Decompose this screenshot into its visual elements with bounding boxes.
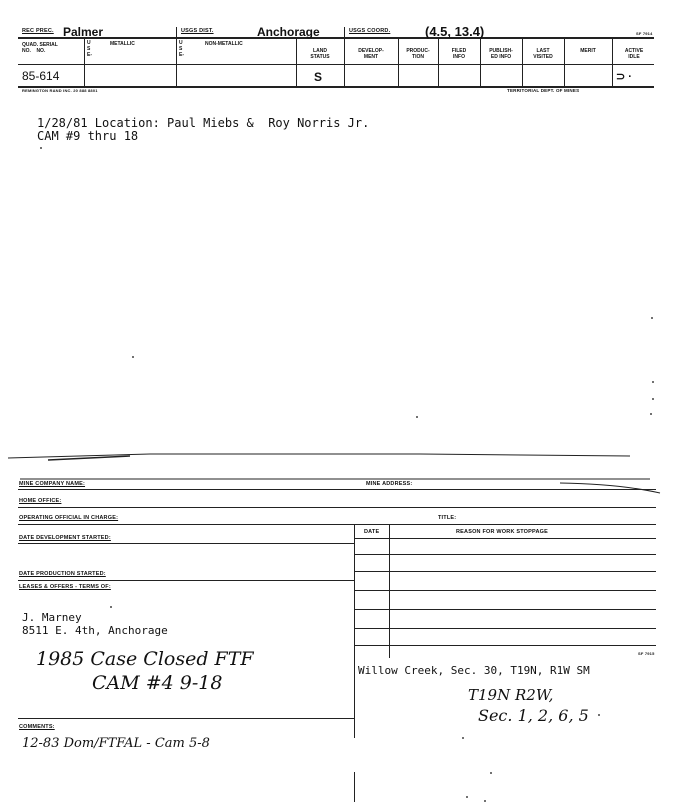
printer-label: REMINGTON RAND INC. 20 888 8801 (22, 88, 98, 93)
handwritten-township: T19N R2W, (468, 686, 554, 704)
leases-offers-label: LEASES & OFFERS - TERMS OF: (19, 584, 111, 590)
col-merit: MERIT (580, 48, 596, 54)
col-quad-serial: QUAD. SERIAL NO. NO. (22, 42, 58, 54)
location-typed: Willow Creek, Sec. 30, T19N, R1W SM (358, 664, 590, 677)
handwritten-case-closed: 1985 Case Closed FTF (36, 648, 254, 670)
date-production-label: DATE PRODUCTION STARTED: (19, 571, 106, 577)
reason-label: REASON FOR WORK STOPPAGE (456, 529, 548, 535)
col-nonmetallic: NON-METALLIC (205, 41, 243, 47)
note-line-2: CAM #9 thru 18 (37, 129, 139, 143)
form-number: SF 7914 (636, 31, 653, 36)
active-idle-mark: ⊃ · (616, 71, 632, 83)
usgs-dist-label: USGS DIST. (181, 28, 214, 34)
handwritten-sections: Sec. 1, 2, 6, 5 (478, 706, 589, 725)
col-metallic: METALLIC (110, 41, 135, 47)
col-last-visited: LAST VISITED (533, 48, 553, 60)
operating-official-label: OPERATING OFFICIAL IN CHARGE: (19, 515, 119, 521)
handwritten-cam: CAM #4 9-18 (92, 672, 223, 694)
title-label: TITLE: (438, 515, 457, 521)
card-top-edge (0, 448, 678, 498)
date-col-label: DATE (364, 529, 380, 535)
dept-label: TERRITORIAL DEPT. OF MINES (507, 88, 580, 93)
home-office-label: HOME OFFICE: (19, 498, 62, 504)
col-published-info: PUBLISH- ED INFO (489, 48, 513, 60)
comments-value: 12-83 Dom/FTFAL - Cam 5-8 (22, 736, 210, 751)
col-production: PRODUC- TION (406, 48, 430, 60)
mine-company-label: MINE COMPANY NAME: (19, 481, 86, 487)
date-development-label: DATE DEVELOPMENT STARTED: (19, 535, 111, 541)
rec-prec-value: Palmer (63, 25, 104, 39)
usgs-coord-label: USGS COORD. (349, 28, 391, 34)
note-line-1: 1/28/81 Location: Paul Miebs & Roy Norris Jr. (37, 116, 370, 130)
usgs-coord-value: (4.5, 13.4) (425, 24, 485, 39)
rec-prec-label: REC PREC. (22, 28, 54, 34)
col-metallic-code: U S E- (87, 40, 92, 58)
quad-serial-value: 85-614 (22, 69, 60, 83)
col-land-status: LAND STATUS (310, 48, 330, 60)
header-rule (18, 37, 654, 39)
col-nonmetallic-code: U S E- (179, 40, 184, 58)
column-header-rule (18, 64, 654, 65)
lessor-name: J. Marney (22, 611, 82, 624)
lessor-address: 8511 E. 4th, Anchorage (22, 624, 168, 637)
comments-label: COMMENTS: (19, 724, 55, 730)
col-development: DEVELOP- MENT (358, 48, 384, 60)
usgs-dist-value: Anchorage (257, 25, 320, 39)
col-filed-info: FILED INFO (451, 48, 467, 60)
land-status-value: S (314, 70, 323, 84)
col-active-idle: ACTIVE IDLE (624, 48, 644, 60)
mine-address-label: MINE ADDRESS: (366, 481, 413, 487)
form-number-2: SF 7915 (638, 651, 655, 656)
